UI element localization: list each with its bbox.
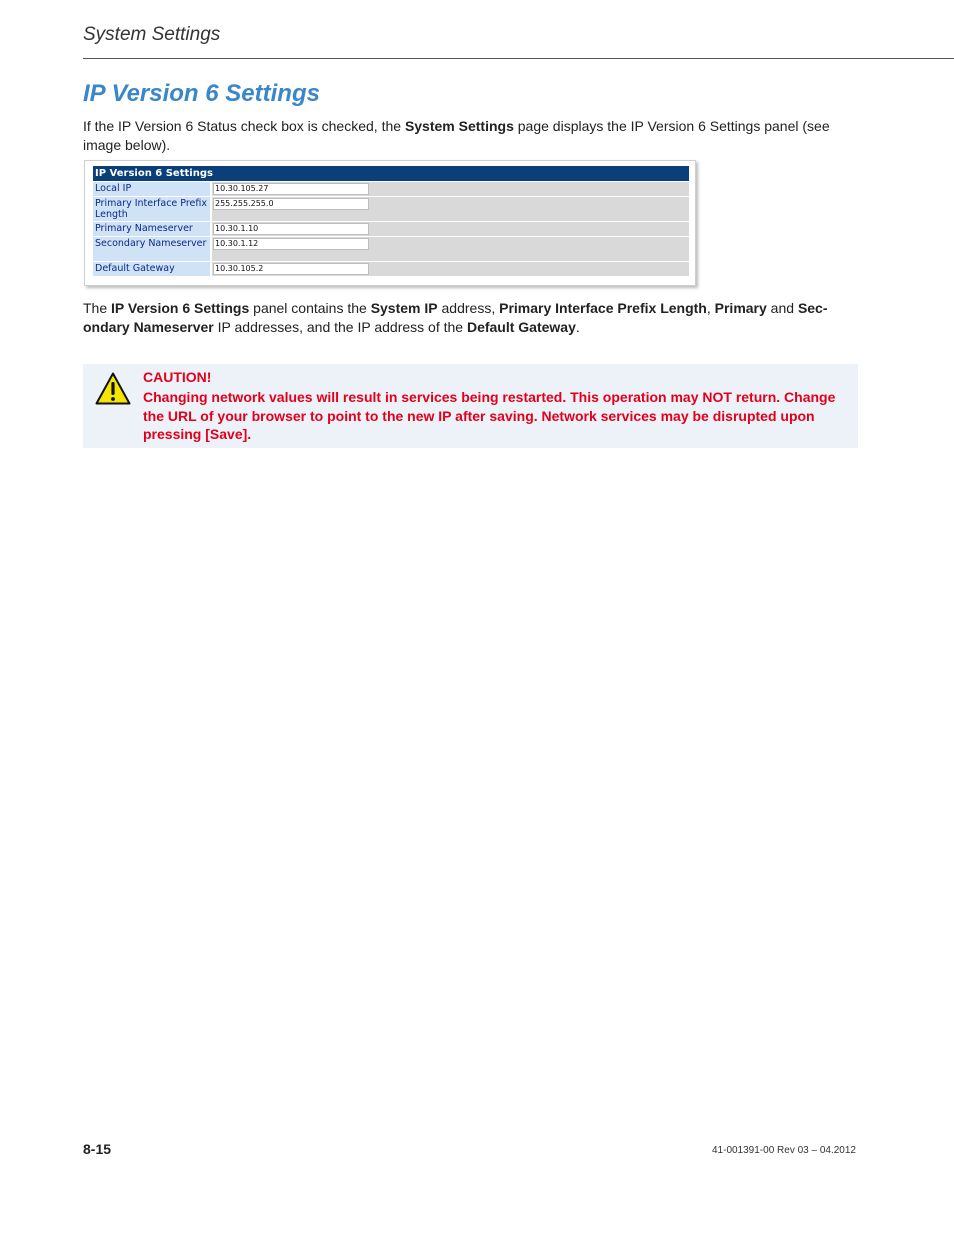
caution-box [83,364,858,448]
row-prefix-length [93,197,689,221]
row-primary-nameserver [93,222,689,236]
desc-text: and [766,300,798,316]
row-default-gateway [93,262,689,276]
row-value-cell [212,262,689,276]
row-label: Primary Nameserver [93,222,210,236]
section-heading: IP Version 6 Settings [83,80,320,107]
row-secondary-nameserver [93,237,689,261]
desc-text: panel contains the [249,300,371,316]
desc-bold: Default Gateway [466,319,576,335]
row-label: Default Gateway [93,262,210,276]
desc-bold: Primary [714,300,767,316]
intro-bold-system-settings: System Settings [404,118,514,134]
warning-icon [95,372,131,405]
desc-text: The [83,300,112,316]
default-gateway-field[interactable]: 10.30.105.2 [213,263,369,275]
primary-nameserver-field[interactable]: 10.30.1.10 [213,223,369,235]
secondary-nameserver-field[interactable]: 10.30.1.12 [213,238,369,250]
desc-text: . [575,319,580,335]
desc-bold: System IP [370,300,438,316]
intro-text-cont: page displays the IP Version 6 Settings panel (see image below). [83,118,830,153]
desc-text: , [706,300,715,316]
panel-title: IP Version 6 Settings [93,166,689,181]
row-local-ip [93,182,689,196]
intro-text: If the IP Version 6 Status check box is checked, the [83,118,405,134]
row-label: Local IP [93,182,210,196]
page-number: 8-15 [83,1141,112,1157]
ipv6-settings-screenshot [84,160,696,286]
ipv6-settings-panel [93,166,689,276]
desc-text: address, [437,300,500,316]
header-title: System Settings [83,24,221,45]
caution-title: CAUTION! [143,369,212,385]
row-value-cell [212,182,689,196]
document-id: 41-001391-00 Rev 03 – 04.2012 [711,1145,856,1156]
row-label: Secondary Nameserver [93,237,210,261]
desc-text: IP addresses, and the IP address of the [213,319,467,335]
desc-bold: IP Version 6 Settings [111,300,250,316]
local-ip-field[interactable]: 10.30.105.27 [213,183,369,195]
row-value-cell [212,237,689,261]
row-label: Primary Interface Prefix Length [93,197,210,221]
caution-text: Changing network values will result in services being restarted. This operation may NOT return. Change the URL of your browser to point to the new IP after saving. Network services may be disrupted upon pressing [Save]. [143,389,836,442]
row-value-cell [212,197,689,221]
row-value-cell [212,222,689,236]
prefix-length-field[interactable]: 255.255.255.0 [213,198,369,210]
desc-bold: Sec-ondary Nameserver [83,300,828,335]
intro-paragraph [83,117,853,155]
desc-bold: Primary Interface Prefix Length [499,300,707,316]
description-paragraph [83,299,853,337]
header-divider [83,58,954,59]
